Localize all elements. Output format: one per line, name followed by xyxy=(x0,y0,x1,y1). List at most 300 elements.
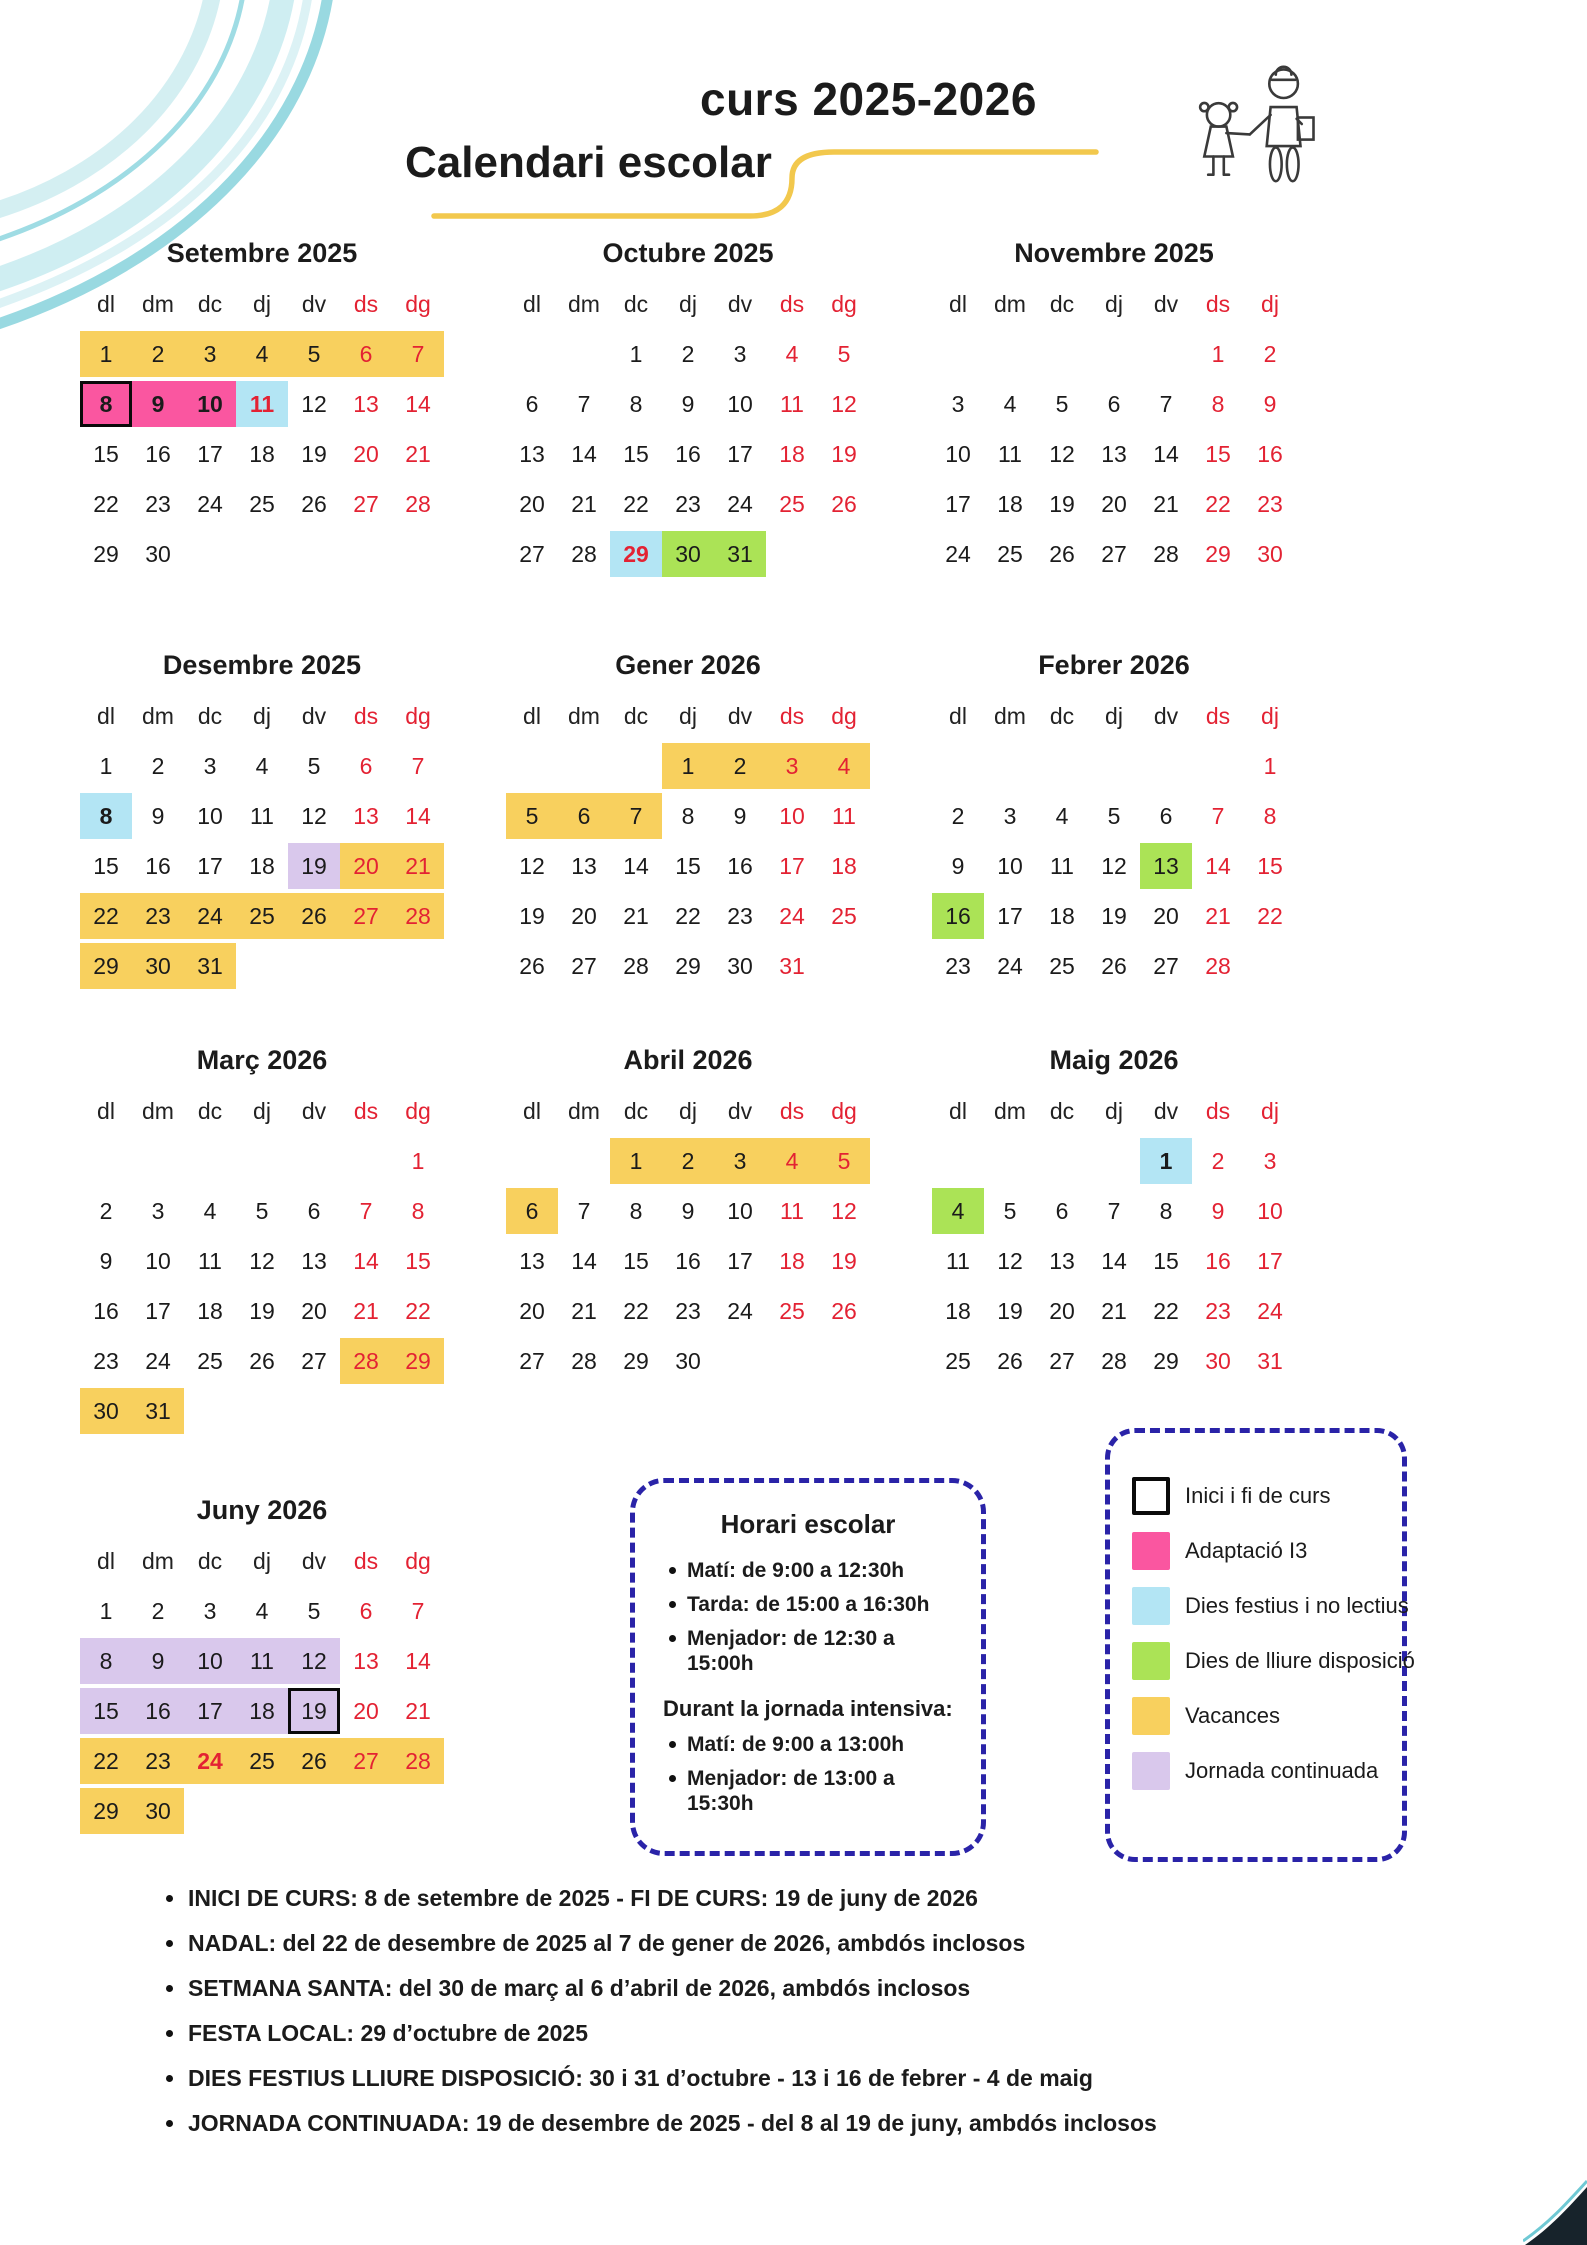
day-cell: 15 xyxy=(93,441,119,467)
day-cell: 2 xyxy=(1211,1148,1225,1174)
day-cell xyxy=(1036,331,1088,377)
day-header: dg xyxy=(405,1548,431,1574)
day-cell: 13 xyxy=(353,391,379,417)
day-cell xyxy=(288,531,340,577)
day-cell: 17 xyxy=(997,903,1023,929)
day-cell: 12 xyxy=(301,803,327,829)
day-cell xyxy=(392,943,444,989)
day-cell: 14 xyxy=(1101,1248,1127,1274)
day-header: dm xyxy=(568,703,600,729)
day-cell: 6 xyxy=(1055,1198,1069,1224)
day-header: dl xyxy=(949,1098,967,1124)
day-cell: 2 xyxy=(714,743,766,789)
day-header: dj xyxy=(1105,703,1123,729)
day-cell: 27 xyxy=(571,953,597,979)
day-cell: 21 xyxy=(405,441,431,467)
day-header: ds xyxy=(779,703,805,729)
day-cell: 23 xyxy=(675,491,701,517)
day-cell: 16 xyxy=(727,853,753,879)
day-cell: 22 xyxy=(405,1298,431,1324)
day-cell: 22 xyxy=(623,1298,649,1324)
day-cell: 19 xyxy=(1049,491,1075,517)
day-cell: 26 xyxy=(301,491,327,517)
day-cell: 14 xyxy=(405,803,431,829)
day-cell: 23 xyxy=(1205,1298,1231,1324)
legend-label: Dies festius i no lectius xyxy=(1185,1593,1409,1618)
day-cell: 6 xyxy=(340,331,392,377)
day-cell xyxy=(236,1788,288,1834)
day-cell xyxy=(558,743,610,789)
day-cell: 25 xyxy=(1049,953,1075,979)
day-cell: 14 xyxy=(1205,853,1231,879)
day-cell: 9 xyxy=(951,853,965,879)
day-header: dj xyxy=(253,1548,271,1574)
day-cell: 16 xyxy=(145,853,171,879)
day-cell: 15 xyxy=(80,1688,132,1734)
note-item: DIES FESTIUS LLIURE DISPOSICIÓ: 30 i 31 d’octubre - 13 i 16 de febrer - 4 de maig xyxy=(160,2066,1157,2091)
day-cell: 23 xyxy=(145,491,171,517)
day-cell: 4 xyxy=(255,1598,269,1624)
day-cell: 14 xyxy=(623,853,649,879)
legend-swatch-pink xyxy=(1132,1532,1170,1570)
day-cell: 24 xyxy=(184,893,236,939)
day-cell xyxy=(184,531,236,577)
day-cell: 8 xyxy=(411,1198,425,1224)
day-cell: 17 xyxy=(945,491,971,517)
day-cell: 25 xyxy=(236,1738,288,1784)
day-cell: 18 xyxy=(779,441,805,467)
note-item: INICI DE CURS: 8 de setembre de 2025 - FI DE CURS: 19 de juny de 2026 xyxy=(160,1886,1157,1911)
day-cell: 19 xyxy=(1101,903,1127,929)
day-header: dv xyxy=(727,1098,753,1124)
day-cell: 1 xyxy=(1263,753,1277,779)
day-cell xyxy=(1140,743,1192,789)
day-header: dv xyxy=(727,703,753,729)
day-cell: 1 xyxy=(610,1138,662,1184)
day-cell xyxy=(392,1388,444,1434)
day-cell: 3 xyxy=(714,1138,766,1184)
day-header: dm xyxy=(142,1548,174,1574)
schedule-item: Matí: de 9:00 a 12:30h xyxy=(663,1558,953,1583)
day-cell: 27 xyxy=(1101,541,1127,567)
month-title: Maig 2026 xyxy=(1049,1045,1179,1075)
day-cell xyxy=(506,743,558,789)
legend-item xyxy=(1132,1642,1415,1680)
day-cell: 22 xyxy=(80,1738,132,1784)
day-cell xyxy=(818,1338,870,1384)
day-cell: 5 xyxy=(506,793,558,839)
day-cell: 1 xyxy=(1211,341,1225,367)
day-cell: 19 xyxy=(249,1298,275,1324)
day-cell: 27 xyxy=(1049,1348,1075,1374)
day-cell: 18 xyxy=(197,1298,223,1324)
day-cell xyxy=(288,1388,340,1434)
schedule-item: Tarda: de 15:00 a 16:30h xyxy=(663,1592,953,1617)
day-cell: 8 xyxy=(1211,391,1225,417)
day-cell: 5 xyxy=(818,1138,870,1184)
day-cell: 11 xyxy=(832,803,856,829)
day-cell: 29 xyxy=(1205,541,1231,567)
day-cell: 2 xyxy=(151,1598,165,1624)
day-cell: 24 xyxy=(779,903,805,929)
day-cell: 17 xyxy=(779,853,805,879)
day-cell: 8 xyxy=(80,793,132,839)
day-cell xyxy=(340,1138,392,1184)
intensive-schedule-list xyxy=(663,1732,953,1816)
day-cell xyxy=(1088,743,1140,789)
day-cell: 18 xyxy=(779,1248,805,1274)
day-cell: 26 xyxy=(288,1738,340,1784)
legend-item xyxy=(1132,1587,1409,1625)
legend-label: Vacances xyxy=(1185,1703,1280,1728)
day-cell: 31 xyxy=(779,953,805,979)
day-cell: 26 xyxy=(997,1348,1023,1374)
day-cell: 8 xyxy=(1159,1198,1173,1224)
day-header: dj xyxy=(1261,1098,1279,1124)
day-header: ds xyxy=(1205,703,1231,729)
day-cell xyxy=(236,1388,288,1434)
day-cell xyxy=(236,943,288,989)
day-cell: 16 xyxy=(145,441,171,467)
day-header: dj xyxy=(1261,291,1279,317)
day-cell: 16 xyxy=(93,1298,119,1324)
day-cell: 9 xyxy=(681,391,695,417)
day-cell: 15 xyxy=(1153,1248,1179,1274)
intensive-schedule-title: Durant la jornada intensiva: xyxy=(663,1696,953,1721)
day-cell: 8 xyxy=(1263,803,1277,829)
day-cell: 10 xyxy=(197,803,223,829)
day-cell: 24 xyxy=(945,541,971,567)
day-cell: 29 xyxy=(392,1338,444,1384)
day-cell: 20 xyxy=(1101,491,1127,517)
day-cell: 13 xyxy=(353,1648,379,1674)
day-header: dc xyxy=(1049,703,1075,729)
day-cell: 27 xyxy=(340,893,392,939)
day-header: dl xyxy=(523,703,541,729)
course-title: curs 2025-2026 xyxy=(700,73,1037,125)
day-header: dv xyxy=(1153,1098,1179,1124)
day-cell: 23 xyxy=(727,903,753,929)
month-title: Abril 2026 xyxy=(623,1045,753,1075)
day-header: dg xyxy=(405,1098,431,1124)
day-cell: 20 xyxy=(1153,903,1179,929)
note-item: FESTA LOCAL: 29 d’octubre de 2025 xyxy=(160,2021,1157,2046)
legend-item xyxy=(1132,1532,1382,1570)
legend-item xyxy=(1132,1752,1382,1790)
day-header: dl xyxy=(949,703,967,729)
day-cell: 18 xyxy=(945,1298,971,1324)
day-cell xyxy=(984,743,1036,789)
day-cell: 28 xyxy=(571,1348,597,1374)
day-cell: 30 xyxy=(1257,541,1283,567)
schedule-box xyxy=(630,1478,986,1856)
day-cell xyxy=(1088,331,1140,377)
day-cell xyxy=(80,1138,132,1184)
day-cell: 6 xyxy=(307,1198,321,1224)
legend-swatch-green xyxy=(1132,1642,1170,1680)
day-cell: 7 xyxy=(610,793,662,839)
day-cell: 20 xyxy=(519,491,545,517)
day-cell: 12 xyxy=(831,1198,857,1224)
day-cell: 3 xyxy=(733,341,747,367)
day-header: dl xyxy=(97,1098,115,1124)
day-cell: 23 xyxy=(1257,491,1283,517)
day-header: dv xyxy=(301,1098,327,1124)
legend-box xyxy=(1105,1428,1415,1862)
day-cell: 30 xyxy=(80,1388,132,1434)
day-cell xyxy=(558,1138,610,1184)
day-header: dc xyxy=(197,1548,223,1574)
day-cell: 24 xyxy=(184,1738,236,1784)
day-cell: 19 xyxy=(831,1248,857,1274)
day-header: ds xyxy=(353,1098,379,1124)
day-cell: 8 xyxy=(80,1638,132,1684)
day-cell: 31 xyxy=(184,943,236,989)
day-cell: 4 xyxy=(203,1198,217,1224)
day-cell: 1 xyxy=(80,331,132,377)
day-cell: 13 xyxy=(571,853,597,879)
legend-label: Inici i fi de curs xyxy=(1185,1483,1331,1508)
day-cell xyxy=(340,1388,392,1434)
day-cell: 21 xyxy=(1101,1298,1127,1324)
month-abril-2026 xyxy=(506,1045,870,1384)
day-cell: 14 xyxy=(405,391,431,417)
day-cell: 13 xyxy=(1140,843,1192,889)
corner-decoration xyxy=(1523,2177,1587,2245)
schedule-list xyxy=(663,1558,953,1676)
day-cell: 15 xyxy=(1205,441,1231,467)
day-cell: 5 xyxy=(255,1198,269,1224)
key-dates-list xyxy=(160,1886,1157,2156)
day-cell: 19 xyxy=(288,1688,340,1734)
day-cell: 24 xyxy=(727,1298,753,1324)
day-cell: 14 xyxy=(571,441,597,467)
day-cell xyxy=(184,1788,236,1834)
note-item: JORNADA CONTINUADA: 19 de desembre de 2025 - del 8 al 19 de juny, ambdós inclosos xyxy=(160,2111,1157,2136)
month-title: Febrer 2026 xyxy=(1038,650,1190,680)
day-cell: 1 xyxy=(1140,1138,1192,1184)
day-header: dc xyxy=(1049,1098,1075,1124)
day-header: dg xyxy=(831,1098,857,1124)
day-cell: 13 xyxy=(519,1248,545,1274)
day-cell: 9 xyxy=(1211,1198,1225,1224)
day-cell: 17 xyxy=(197,853,223,879)
day-header: ds xyxy=(1205,291,1231,317)
day-cell: 4 xyxy=(1055,803,1069,829)
day-header: dj xyxy=(1105,291,1123,317)
day-cell: 14 xyxy=(405,1648,431,1674)
day-cell: 30 xyxy=(675,1348,701,1374)
day-cell: 10 xyxy=(145,1248,171,1274)
day-cell: 15 xyxy=(1257,853,1283,879)
day-cell: 4 xyxy=(236,331,288,377)
day-cell: 1 xyxy=(662,743,714,789)
day-cell: 1 xyxy=(629,341,643,367)
day-cell: 25 xyxy=(779,1298,805,1324)
day-cell: 28 xyxy=(571,541,597,567)
schedule-item: Matí: de 9:00 a 13:00h xyxy=(663,1732,953,1757)
day-cell: 2 xyxy=(151,753,165,779)
day-cell: 29 xyxy=(610,531,662,577)
day-cell: 8 xyxy=(681,803,695,829)
day-cell: 9 xyxy=(1263,391,1277,417)
day-cell: 12 xyxy=(831,391,857,417)
day-cell: 9 xyxy=(733,803,747,829)
day-cell: 13 xyxy=(519,441,545,467)
day-cell: 7 xyxy=(577,391,591,417)
day-cell: 19 xyxy=(831,441,857,467)
day-cell: 11 xyxy=(946,1248,970,1274)
day-cell: 27 xyxy=(301,1348,327,1374)
day-cell: 6 xyxy=(558,793,610,839)
day-cell: 3 xyxy=(1003,803,1017,829)
day-cell: 31 xyxy=(714,531,766,577)
day-cell xyxy=(288,1138,340,1184)
day-cell: 4 xyxy=(255,753,269,779)
day-header: dj xyxy=(253,291,271,317)
day-cell xyxy=(506,1138,558,1184)
day-header: dj xyxy=(679,1098,697,1124)
day-cell: 10 xyxy=(727,1198,753,1224)
month-juny-2026 xyxy=(80,1495,444,1834)
day-cell: 7 xyxy=(411,753,425,779)
day-cell: 22 xyxy=(623,491,649,517)
day-cell: 21 xyxy=(1153,491,1179,517)
day-header: dj xyxy=(1105,1098,1123,1124)
day-cell: 22 xyxy=(80,893,132,939)
month-title: Març 2026 xyxy=(196,1045,328,1075)
day-cell: 25 xyxy=(779,491,805,517)
day-cell: 12 xyxy=(288,1638,340,1684)
day-header: dg xyxy=(405,703,431,729)
day-cell: 1 xyxy=(99,1598,113,1624)
legend-label: Dies de lliure disposició xyxy=(1185,1648,1415,1673)
day-cell xyxy=(932,1138,984,1184)
day-cell: 11 xyxy=(236,381,288,427)
day-cell: 10 xyxy=(184,381,236,427)
day-cell: 11 xyxy=(250,803,274,829)
day-cell: 20 xyxy=(353,441,379,467)
day-cell: 16 xyxy=(675,1248,701,1274)
day-cell: 3 xyxy=(184,331,236,377)
legend-swatch-blue xyxy=(1132,1587,1170,1625)
day-header: dl xyxy=(523,1098,541,1124)
day-cell: 21 xyxy=(623,903,649,929)
day-cell: 15 xyxy=(623,1248,649,1274)
day-cell: 15 xyxy=(93,853,119,879)
day-cell: 20 xyxy=(301,1298,327,1324)
month-novembre-2025 xyxy=(932,238,1296,577)
day-cell: 19 xyxy=(288,843,340,889)
day-cell xyxy=(340,943,392,989)
day-cell: 29 xyxy=(675,953,701,979)
day-cell xyxy=(340,531,392,577)
day-cell: 11 xyxy=(1050,853,1074,879)
day-cell: 17 xyxy=(727,441,753,467)
day-cell: 3 xyxy=(766,743,818,789)
day-cell: 29 xyxy=(623,1348,649,1374)
day-cell: 11 xyxy=(780,1198,804,1224)
day-cell: 14 xyxy=(353,1248,379,1274)
day-cell: 4 xyxy=(1003,391,1017,417)
day-cell: 5 xyxy=(1107,803,1121,829)
day-header: dm xyxy=(994,1098,1026,1124)
day-cell: 11 xyxy=(998,441,1022,467)
day-cell: 16 xyxy=(132,1688,184,1734)
day-cell: 28 xyxy=(1205,953,1231,979)
day-cell: 26 xyxy=(1049,541,1075,567)
day-cell: 7 xyxy=(577,1198,591,1224)
day-cell: 23 xyxy=(675,1298,701,1324)
day-cell: 13 xyxy=(1049,1248,1075,1274)
day-cell: 18 xyxy=(249,441,275,467)
day-cell: 3 xyxy=(151,1198,165,1224)
day-cell: 20 xyxy=(340,843,392,889)
day-cell xyxy=(1192,743,1244,789)
day-cell: 15 xyxy=(675,853,701,879)
day-cell: 17 xyxy=(197,441,223,467)
day-cell: 5 xyxy=(307,1598,321,1624)
day-cell: 10 xyxy=(945,441,971,467)
legend-item xyxy=(1132,1477,1382,1515)
day-cell: 26 xyxy=(519,953,545,979)
day-cell: 9 xyxy=(132,381,184,427)
day-cell: 25 xyxy=(997,541,1023,567)
day-cell: 26 xyxy=(1101,953,1127,979)
day-cell: 27 xyxy=(353,491,379,517)
day-cell: 15 xyxy=(623,441,649,467)
day-cell: 26 xyxy=(831,491,857,517)
day-cell: 13 xyxy=(301,1248,327,1274)
day-cell xyxy=(236,1138,288,1184)
day-cell: 31 xyxy=(1257,1348,1283,1374)
day-cell: 29 xyxy=(93,541,119,567)
day-cell: 29 xyxy=(80,943,132,989)
day-cell: 30 xyxy=(727,953,753,979)
day-cell: 18 xyxy=(831,853,857,879)
legend-item xyxy=(1132,1697,1382,1735)
day-header: dl xyxy=(97,291,115,317)
day-cell: 16 xyxy=(1205,1248,1231,1274)
day-cell: 30 xyxy=(132,1788,184,1834)
legend-swatch-box xyxy=(1132,1477,1170,1515)
day-header: dm xyxy=(142,291,174,317)
day-cell: 3 xyxy=(1263,1148,1277,1174)
day-cell: 20 xyxy=(519,1298,545,1324)
day-cell xyxy=(610,743,662,789)
month-octubre-2025 xyxy=(506,238,870,577)
day-cell: 16 xyxy=(932,893,984,939)
day-cell: 24 xyxy=(145,1348,171,1374)
day-header: dm xyxy=(568,1098,600,1124)
day-cell: 22 xyxy=(675,903,701,929)
day-cell: 9 xyxy=(681,1198,695,1224)
month-febrer-2026 xyxy=(932,650,1296,989)
day-cell xyxy=(818,943,870,989)
day-cell: 18 xyxy=(236,1688,288,1734)
day-header: dm xyxy=(568,291,600,317)
day-cell xyxy=(132,1138,184,1184)
day-cell: 5 xyxy=(837,341,851,367)
day-cell: 10 xyxy=(997,853,1023,879)
day-cell xyxy=(340,1788,392,1834)
day-cell xyxy=(984,331,1036,377)
day-cell: 22 xyxy=(1257,903,1283,929)
day-cell: 16 xyxy=(1257,441,1283,467)
day-cell: 4 xyxy=(766,1138,818,1184)
day-cell: 27 xyxy=(519,1348,545,1374)
day-cell: 6 xyxy=(359,1598,373,1624)
